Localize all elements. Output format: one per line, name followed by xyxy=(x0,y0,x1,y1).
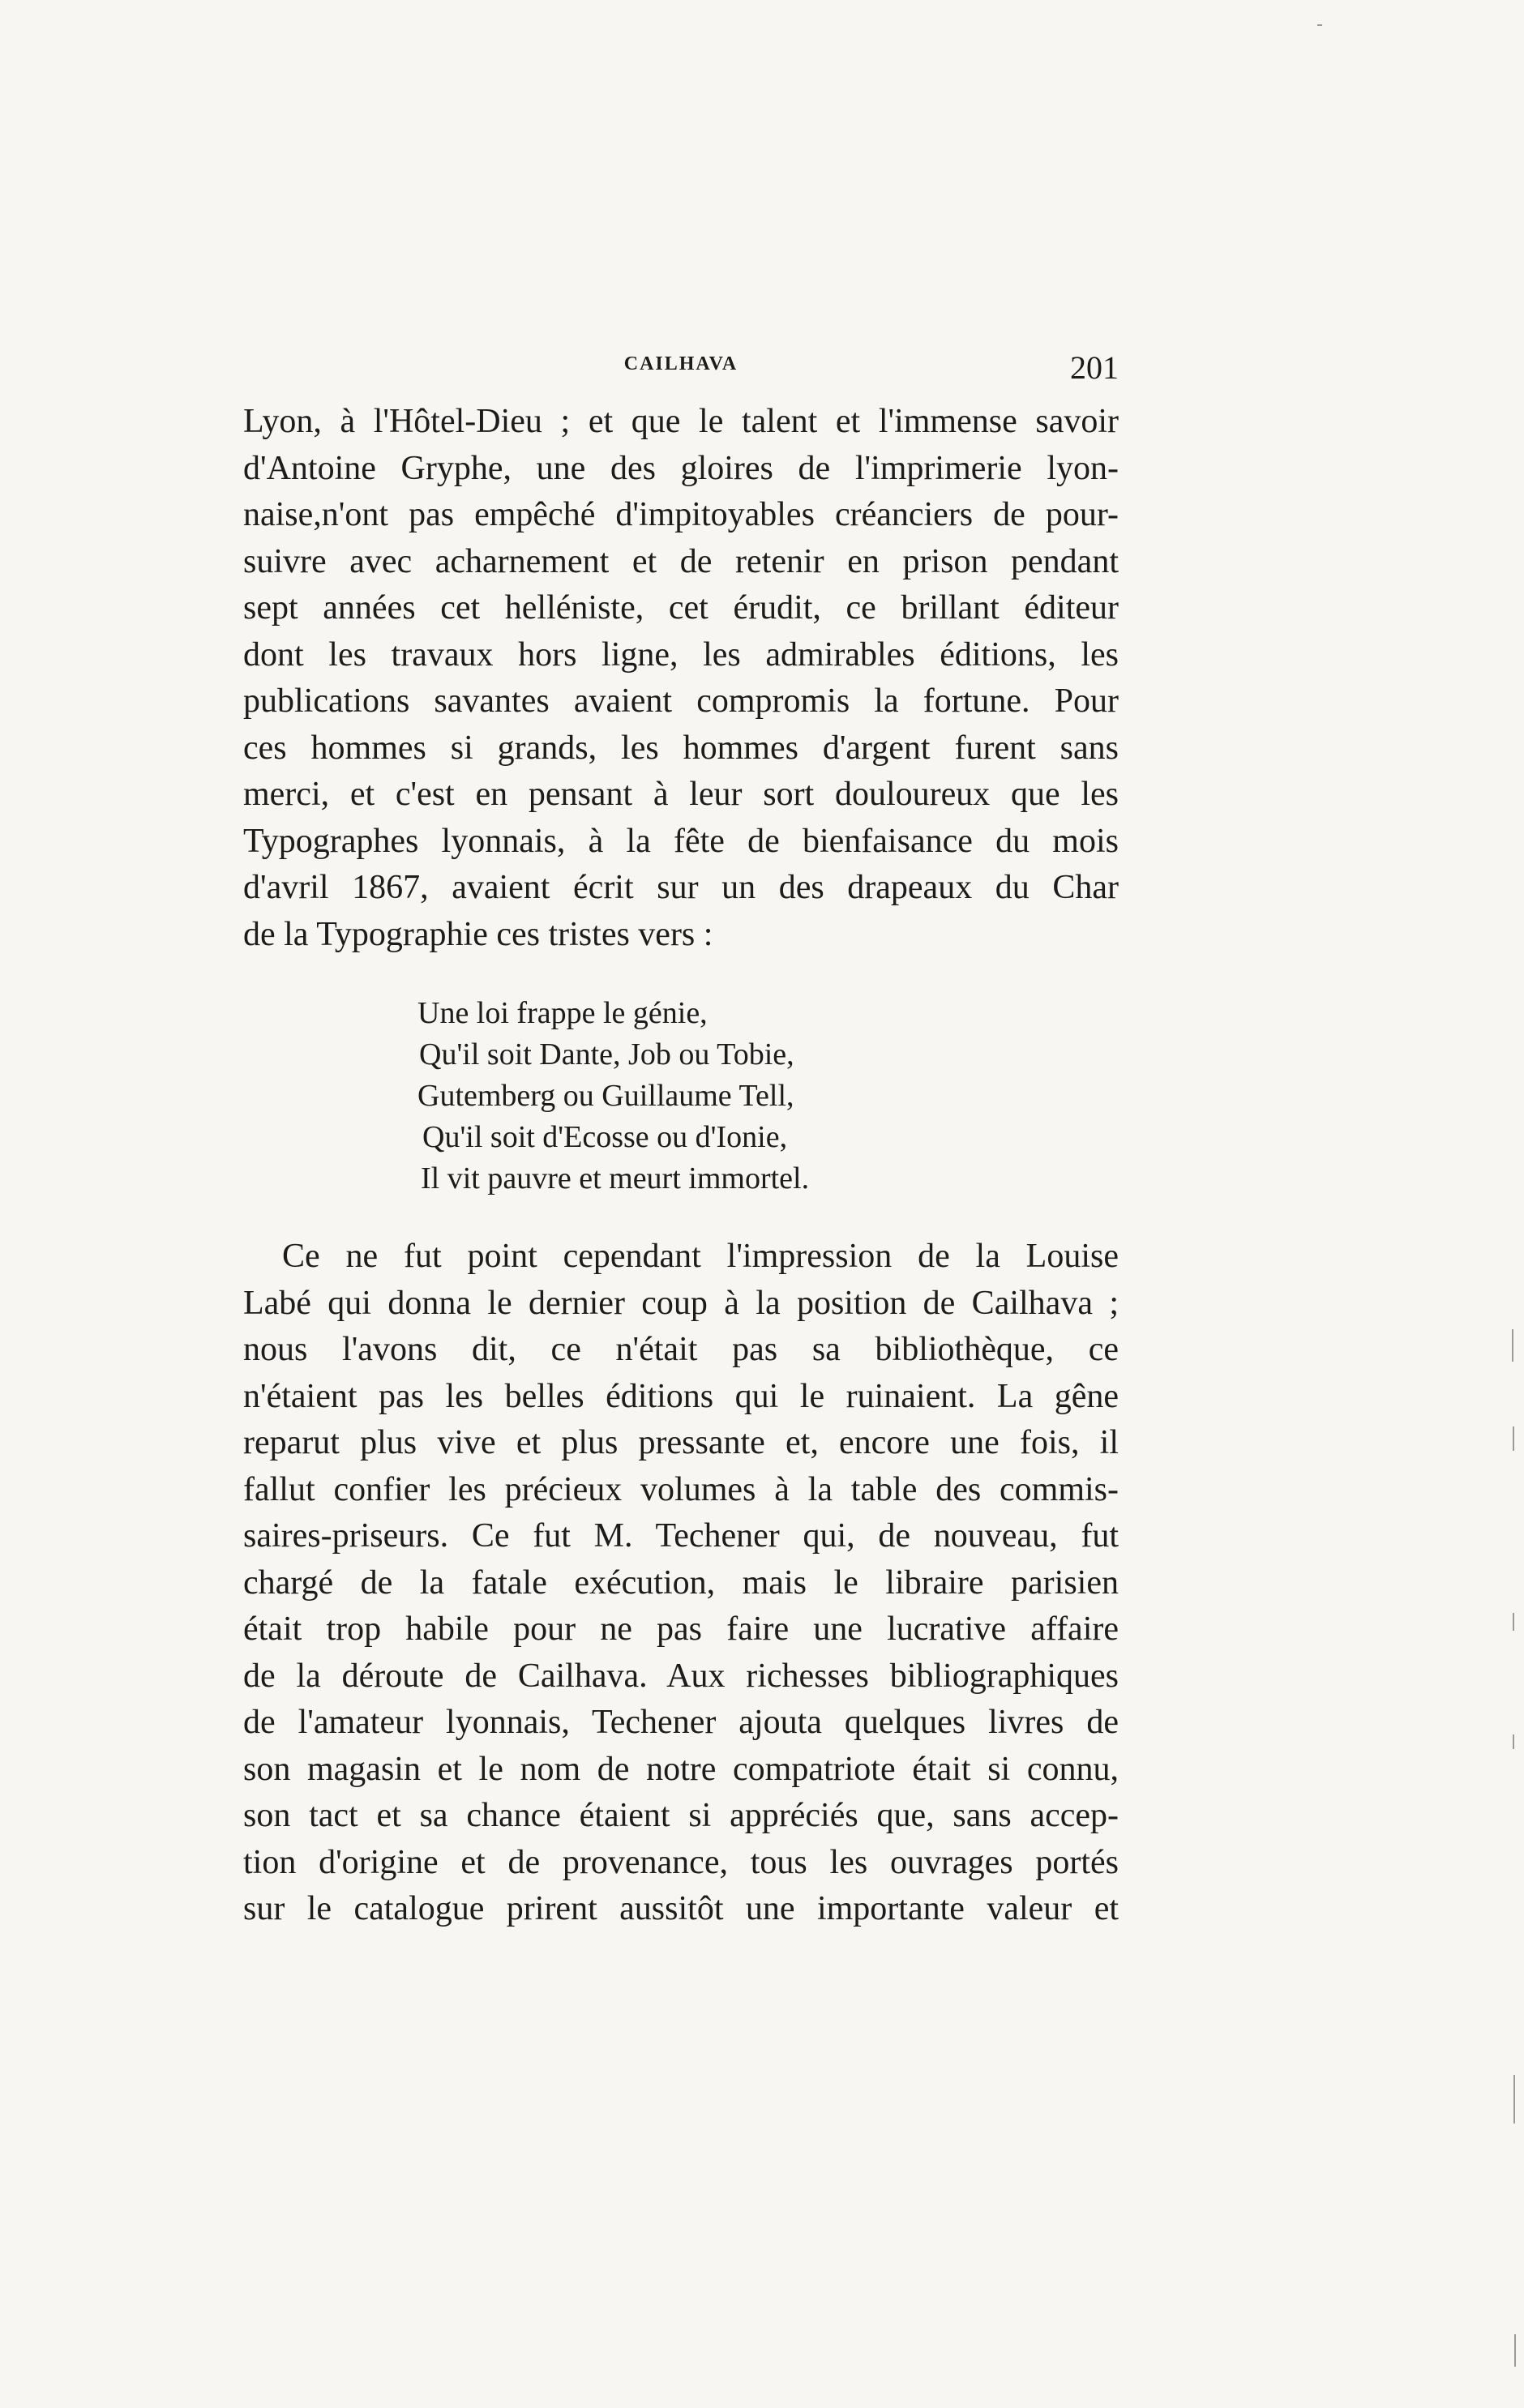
text-line: naise,n'ont pas empêché d'impitoyables créanciers de pour- xyxy=(243,496,1119,533)
text-line: nous l'avons dit, ce n'était pas sa bibliothèque, ce xyxy=(243,1331,1119,1368)
text-line: était trop habile pour ne pas faire une lucrative affaire xyxy=(243,1610,1119,1648)
verse-line: Il vit pauvre et meurt immortel. xyxy=(421,1161,810,1195)
text-line: de la Typographie ces tristes vers : xyxy=(243,915,713,953)
text-line: d'avril 1867, avaient écrit sur un des drapeaux du Char xyxy=(243,869,1119,906)
text-line: de la déroute de Cailhava. Aux richesses bibliographiques xyxy=(243,1657,1119,1695)
paragraph-2 xyxy=(243,1234,1119,1933)
paragraph-1 xyxy=(243,399,1119,958)
text-line: fallut confier les précieux volumes à la table des commis- xyxy=(243,1470,1119,1508)
running-title: CAILHAVA xyxy=(623,353,738,374)
scan-speck xyxy=(1513,1426,1514,1451)
verse-line: Qu'il soit Dante, Job ou Tobie, xyxy=(419,1037,794,1071)
page-number: 201 xyxy=(1070,349,1119,386)
text-line: d'Antoine Gryphe, une des gloires de l'imprimerie lyon- xyxy=(243,449,1119,487)
text-line: saires-priseurs. Ce fut M. Techener qui, de nouveau, fut xyxy=(243,1517,1119,1555)
text-line: Labé qui donna le dernier coup à la position de Cailhava ; xyxy=(243,1284,1119,1322)
running-head xyxy=(243,349,1119,389)
text-line: sur le catalogue prirent aussitôt une importante valeur et xyxy=(243,1890,1119,1927)
verse-line: Qu'il soit d'Ecosse ou d'Ionie, xyxy=(422,1120,788,1154)
text-line: dont les travaux hors ligne, les admirables éditions, les xyxy=(243,635,1119,674)
text-line: de l'amateur lyonnais, Techener ajouta quelques livres de xyxy=(243,1704,1119,1741)
scan-speck xyxy=(1513,1613,1514,1631)
text-line: tion d'origine et de provenance, tous les ouvrages portés xyxy=(243,1843,1119,1881)
text-line: ces hommes si grands, les hommes d'argent furent sans xyxy=(243,729,1119,767)
text-line: n'étaient pas les belles éditions qui le ruinaient. La gêne xyxy=(243,1377,1119,1415)
text-line: son tact et sa chance étaient si appréciés que, sans accep- xyxy=(243,1797,1119,1834)
text-line: sept années cet helléniste, cet érudit, ce brillant éditeur xyxy=(243,589,1119,627)
text-line: Ce ne fut point cependant l'impression de la Louise xyxy=(282,1238,1119,1275)
verse-block xyxy=(417,993,809,1200)
text-line: merci, et c'est en pensant à leur sort douloureux que les xyxy=(243,776,1119,813)
text-line: chargé de la fatale exécution, mais le libraire parisien xyxy=(243,1563,1119,1602)
text-line: reparut plus vive et plus pressante et, encore une fois, il xyxy=(243,1424,1119,1461)
text-line: Lyon, à l'Hôtel-Dieu ; et que le talent et l'immense savoir xyxy=(243,403,1119,440)
verse-line: Gutemberg ou Guillaume Tell, xyxy=(417,1079,794,1113)
scan-speck xyxy=(1513,1734,1514,1749)
text-line: son magasin et le nom de notre compatriote était si connu, xyxy=(243,1750,1119,1788)
text-line: Typographes lyonnais, à la fête de bienfaisance du mois xyxy=(243,822,1119,860)
verse-line: Une loi frappe le génie, xyxy=(417,996,708,1030)
scan-speck xyxy=(1317,24,1322,26)
text-line: publications savantes avaient compromis la fortune. Pour xyxy=(243,682,1119,720)
text-line: suivre avec acharnement et de retenir en prison pendant xyxy=(243,542,1119,580)
scan-speck xyxy=(1514,2334,1516,2367)
scan-speck xyxy=(1512,1329,1513,1362)
scan-speck xyxy=(1513,2075,1515,2124)
